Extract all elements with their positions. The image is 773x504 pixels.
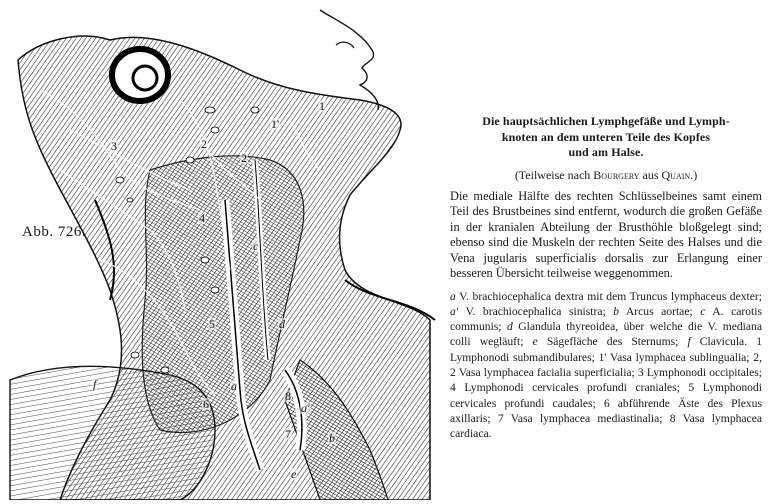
figure-number-3: 3 [111,139,117,153]
caption-title-line-3: und am Halse. [568,145,644,159]
figure-number-4: 4 [199,211,205,225]
subtitle-mid: aus [639,167,662,182]
caption-column [450,114,762,441]
subtitle-author-quain: Quain [661,167,691,182]
caption-description: Die mediale Hälfte des rechten Schlüsselbeines samt einem Teil des Brustbeines sind entfernt, wodurch die großen Gefäße in der kranialen Abteilung der Brusthöhle bloßgelegt sind; ebenso sind die Muskeln der rechten Seite des Halses und die Vena jugularis superficialis dorsalis zur Erlangung einer besseren Übersicht teilweise weggenommen. [450,188,762,280]
subtitle-suffix: .) [690,167,698,182]
legend-key-a: a [450,289,456,303]
legend-text-e: Sägefläche des Sternums; [537,335,688,349]
figure-number-1: 1 [319,99,325,113]
legend-key-a-prime: a' [450,304,459,318]
legend-text-c: A. carotis communis; [450,304,762,334]
figure-number-6: 6 [203,397,209,411]
figure-letter-c: c [253,239,259,253]
subtitle-prefix: (Teilweise nach [514,167,594,182]
figure-letter-f: f [93,377,97,391]
caption-subtitle [450,168,762,183]
figure-letter-b: b [329,431,335,445]
eye-lid [336,42,354,48]
legend-key-e: e [532,335,538,349]
legend-text-a-prime: V. brachiocephalica sinistra; [458,304,614,318]
legend-key-d: d [507,320,513,334]
caption-title-line-1: Die hauptsächlichen Lymphgefäße und Lymph- [482,114,730,128]
figure-number-2b: 2 [241,151,247,165]
legend-text-d: Glandula thyreoidea, über welche die V. mediana colli wegläuft; [450,320,762,349]
legend-key-f: f [687,335,691,349]
legend-text-a: V. brachiocephalica dextra mit dem Truncus lymphaceus dexter; [455,289,762,303]
figure-number-2a: 2 [201,137,207,151]
legend-key-c: c [700,304,706,318]
ear-inner [133,66,157,90]
legend-numbers: 1 Lymphonodi submandibulares; 1' Vasa lymphacea sublingualia; 2, 2 Vasa lymphacea facialia superficialia; 3 Lymphonodi occipitales; 4 Lymphonodi cervicales profundi craniales; 5 Lymphonodi cervicales profundi caudales; 6 abführende Äste des Plexus axillaris; 7 Vasa lymphacea mediastinalia; 8 Vasa lymphacea cardiaca. [450,335,762,441]
figure-number-1-prime: 1' [271,117,280,131]
legend-text-b: Arcus aortae; [619,304,701,318]
figure-letter-a-prime: a' [301,401,310,415]
figure-letter-d: d [279,317,285,331]
legend-key-b: b [613,304,620,318]
caption-title [450,114,762,161]
subtitle-author-bourgery: Bourgery [593,167,640,182]
legend-text-f: Clavicula. [690,335,748,349]
caption-legend [450,289,762,442]
caption-title-line-2: knoten an dem unteren Teile des Kopfes [501,129,711,144]
figure-number-5: 5 [209,317,215,331]
figure-number-7: 7 [285,427,291,441]
figure-number-8: 8 [285,389,291,403]
figure-number-label: Abb. 726. [22,224,87,240]
chest-region [10,366,215,500]
figure-letter-a: a [231,379,237,393]
figure-letter-e: e [291,467,297,481]
